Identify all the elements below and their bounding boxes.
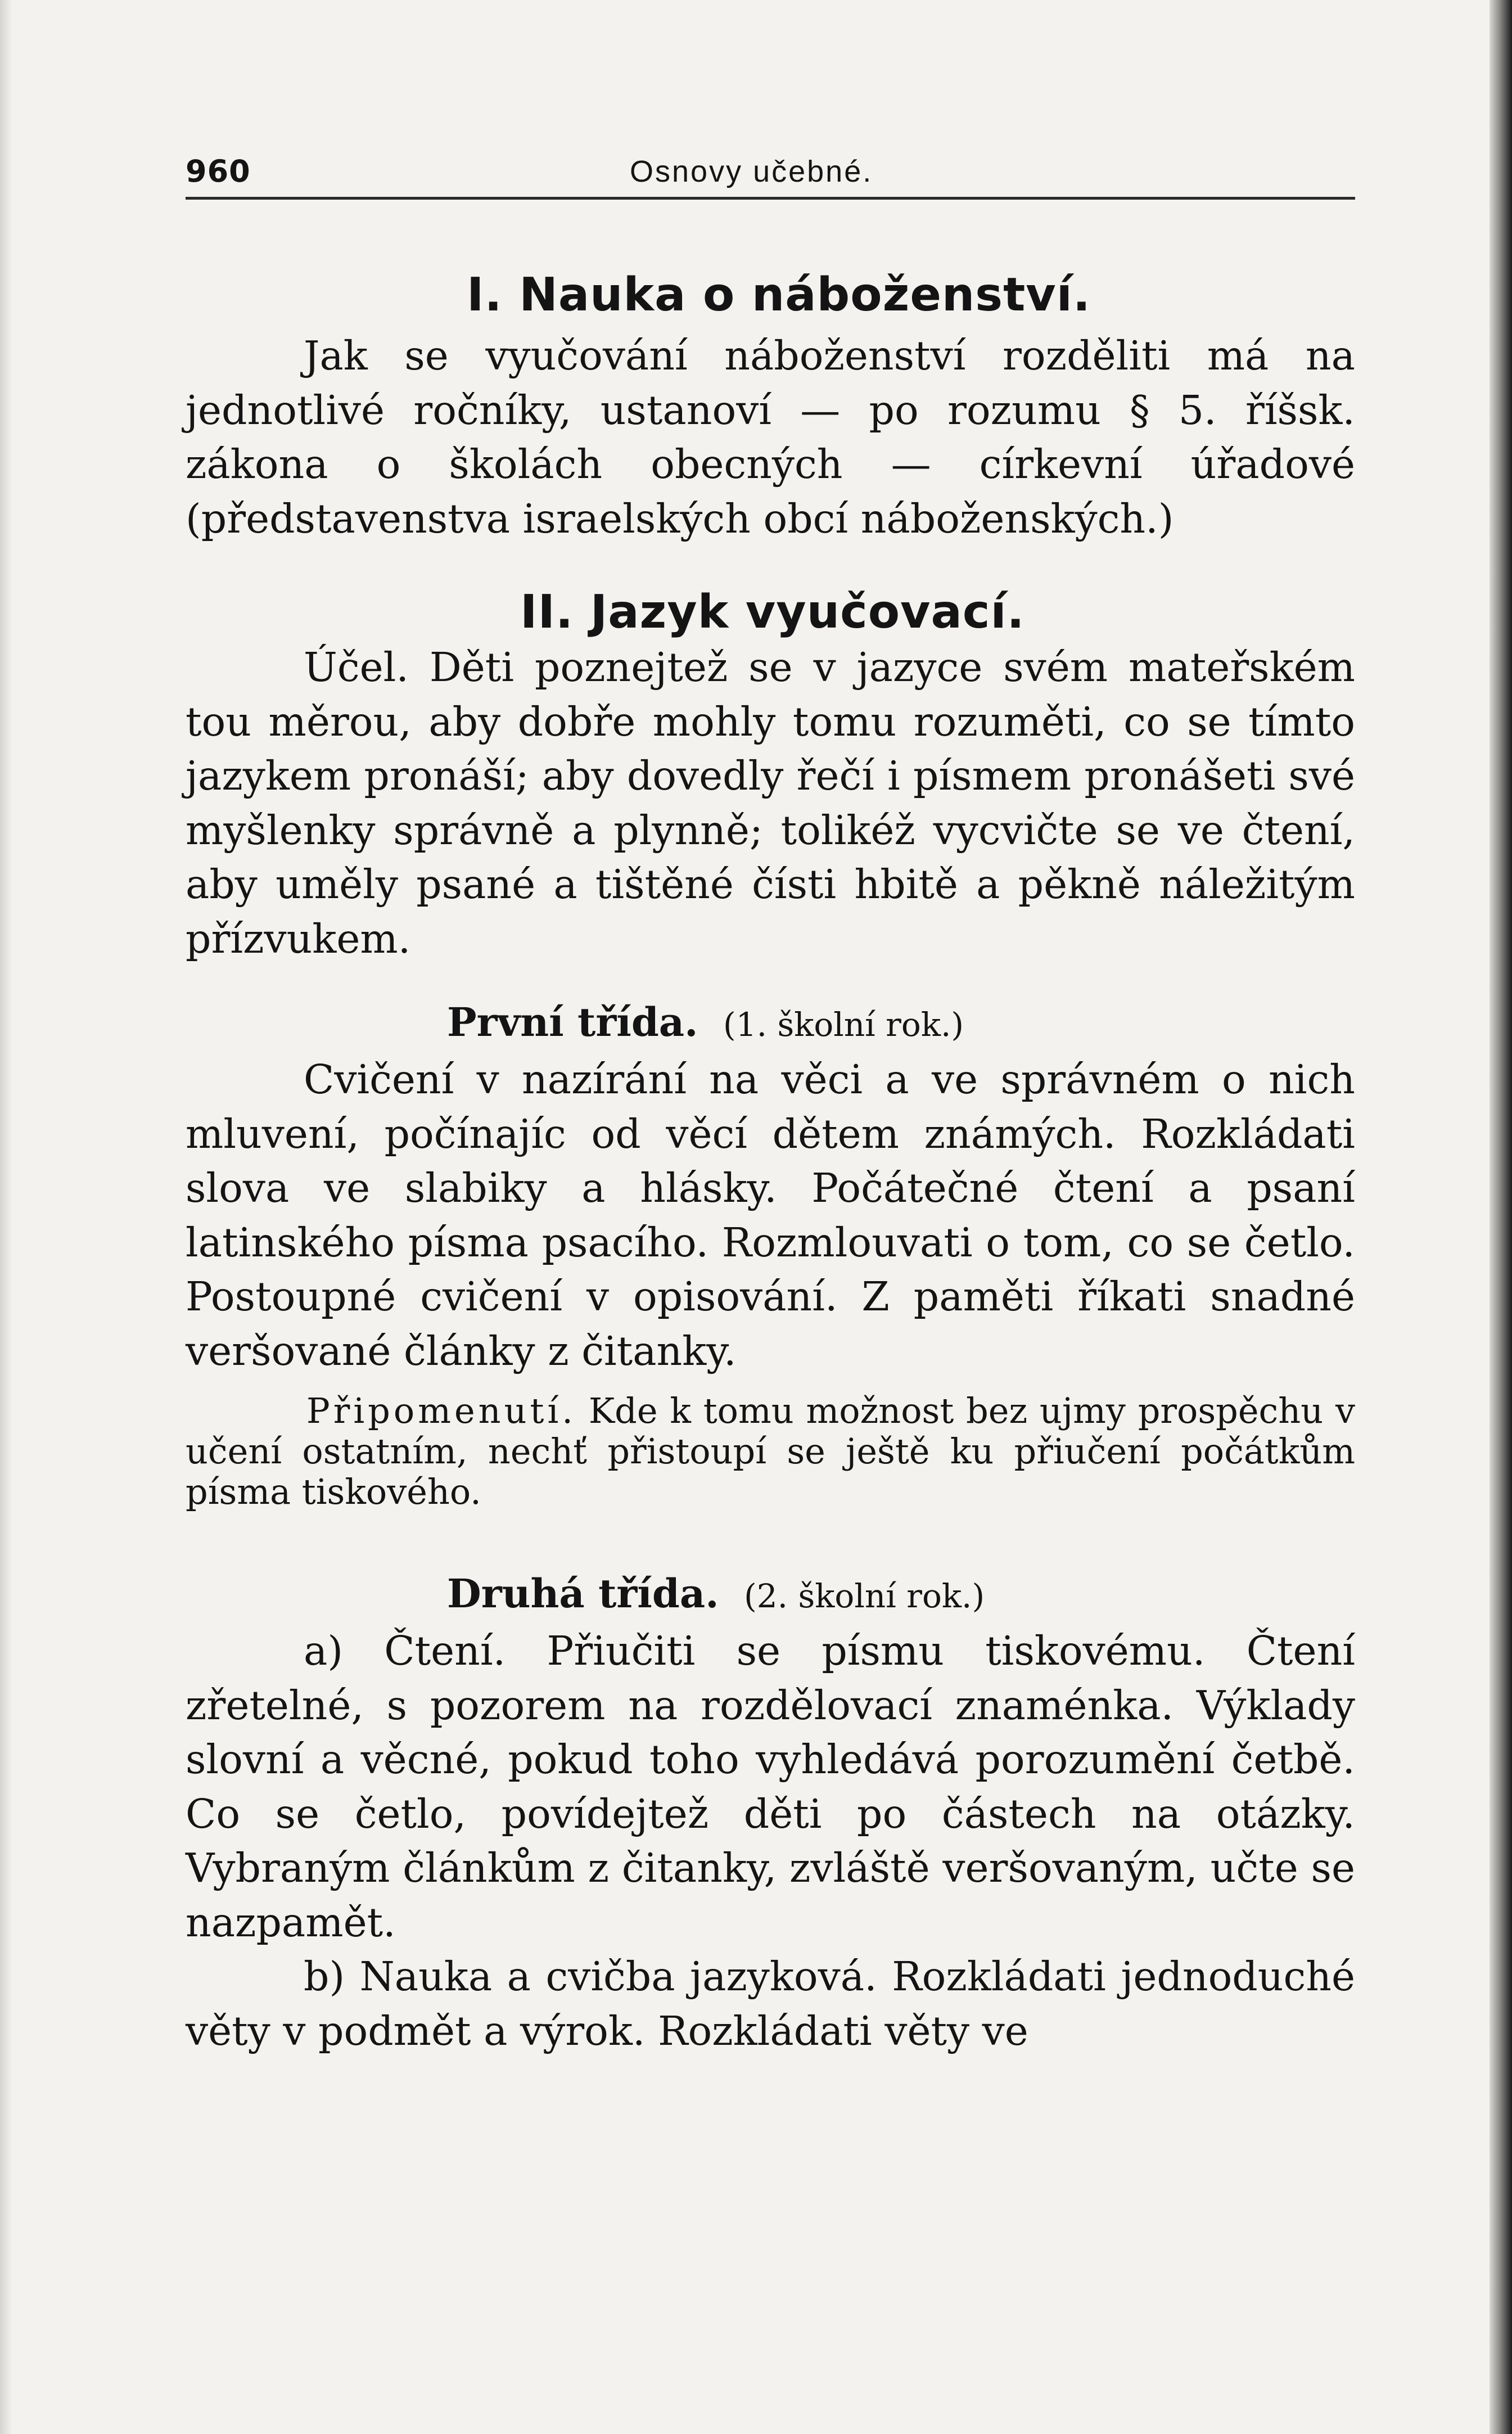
first-class-paragraph: Cvičení v nazírání na věci a ve správném o nich mluvení, počínajíc od věcí dětem známých. Rozkládati slova ve slabiky a hlásky. Počátečné čtení a psaní latinského písma psacího. Rozmlouvati o tom, co se četlo. Postoupné cvičení v opisování. Z paměti říkati snadné veršované články z čitanky. — [186, 1056, 1355, 1374]
page-left-shadow — [0, 0, 12, 2434]
first-class-heading — [186, 994, 1355, 1053]
purpose-label: Účel. — [304, 644, 409, 691]
running-title: Osnovy učebné. — [630, 155, 873, 188]
reading-label: a) Čtení. — [304, 1628, 506, 1674]
book-spine-edge — [1490, 0, 1512, 2434]
language-purpose-paragraph — [186, 641, 1355, 966]
note-text: Kde k tomu možnost bez ujmy prospěchu v učení ostatním, nechť přistoupí se ještě ku přiučení počátkům písma tiskového. — [186, 1390, 1355, 1512]
religion-paragraph: Jak se vyučování náboženství rozděliti má na jednotlivé ročníky, ustanoví — po rozumu § 5. říšsk. zákona o školách obecných — církevní úřadové (představenstva israelských obcí náboženských.) — [186, 332, 1355, 542]
second-class-reading-paragraph — [186, 1624, 1355, 1950]
note-label: Připomenutí. — [306, 1390, 576, 1431]
second-class-heading — [186, 1566, 1355, 1624]
section-heading-language: II. Jazyk vyučovací. — [520, 585, 1025, 639]
second-class-grammar-paragraph — [186, 1950, 1355, 2058]
first-class-note — [186, 1391, 1355, 1512]
book-page — [186, 143, 1355, 2058]
second-class-title: Druhá třída. — [447, 1570, 719, 1617]
reading-text: Přiučiti se písmu tiskovému. Čtení zřetelné, s pozorem na rozdělovací znaménka. Výklady slovní a věcné, pokud toho vyhledává porozumění četbě. Co se četlo, povídejtež děti po částech na otázky. Vybraným článkům z čitanky, zvláště veršovaným, učte se nazpamět. — [186, 1628, 1356, 1946]
page-header — [186, 143, 1355, 200]
page-number: 960 — [186, 154, 251, 189]
first-class-year: (1. školní rok.) — [723, 1006, 964, 1044]
first-class-title: První třída. — [447, 999, 698, 1045]
grammar-text: Rozkládati jednoduché věty v podmět a výrok. Rozkládati věty ve — [186, 1953, 1355, 2054]
purpose-text: Děti poznejtež se v jazyce svém mateřském tou měrou, aby dobře mohly tomu rozuměti, co se tímto jazykem pronáší; aby dovedly řečí i písmem pronášeti své myšlenky správně a plynně; tolikéž vycvičte se ve čtení, aby uměly psané a tištěné čísti hbitě a pěkně náležitým přízvukem. — [186, 644, 1355, 962]
second-class-year: (2. školní rok.) — [744, 1577, 985, 1615]
section-heading-religion: I. Nauka o náboženství. — [467, 268, 1091, 322]
grammar-label: b) Nauka a cvičba jazyková. — [304, 1953, 877, 2000]
